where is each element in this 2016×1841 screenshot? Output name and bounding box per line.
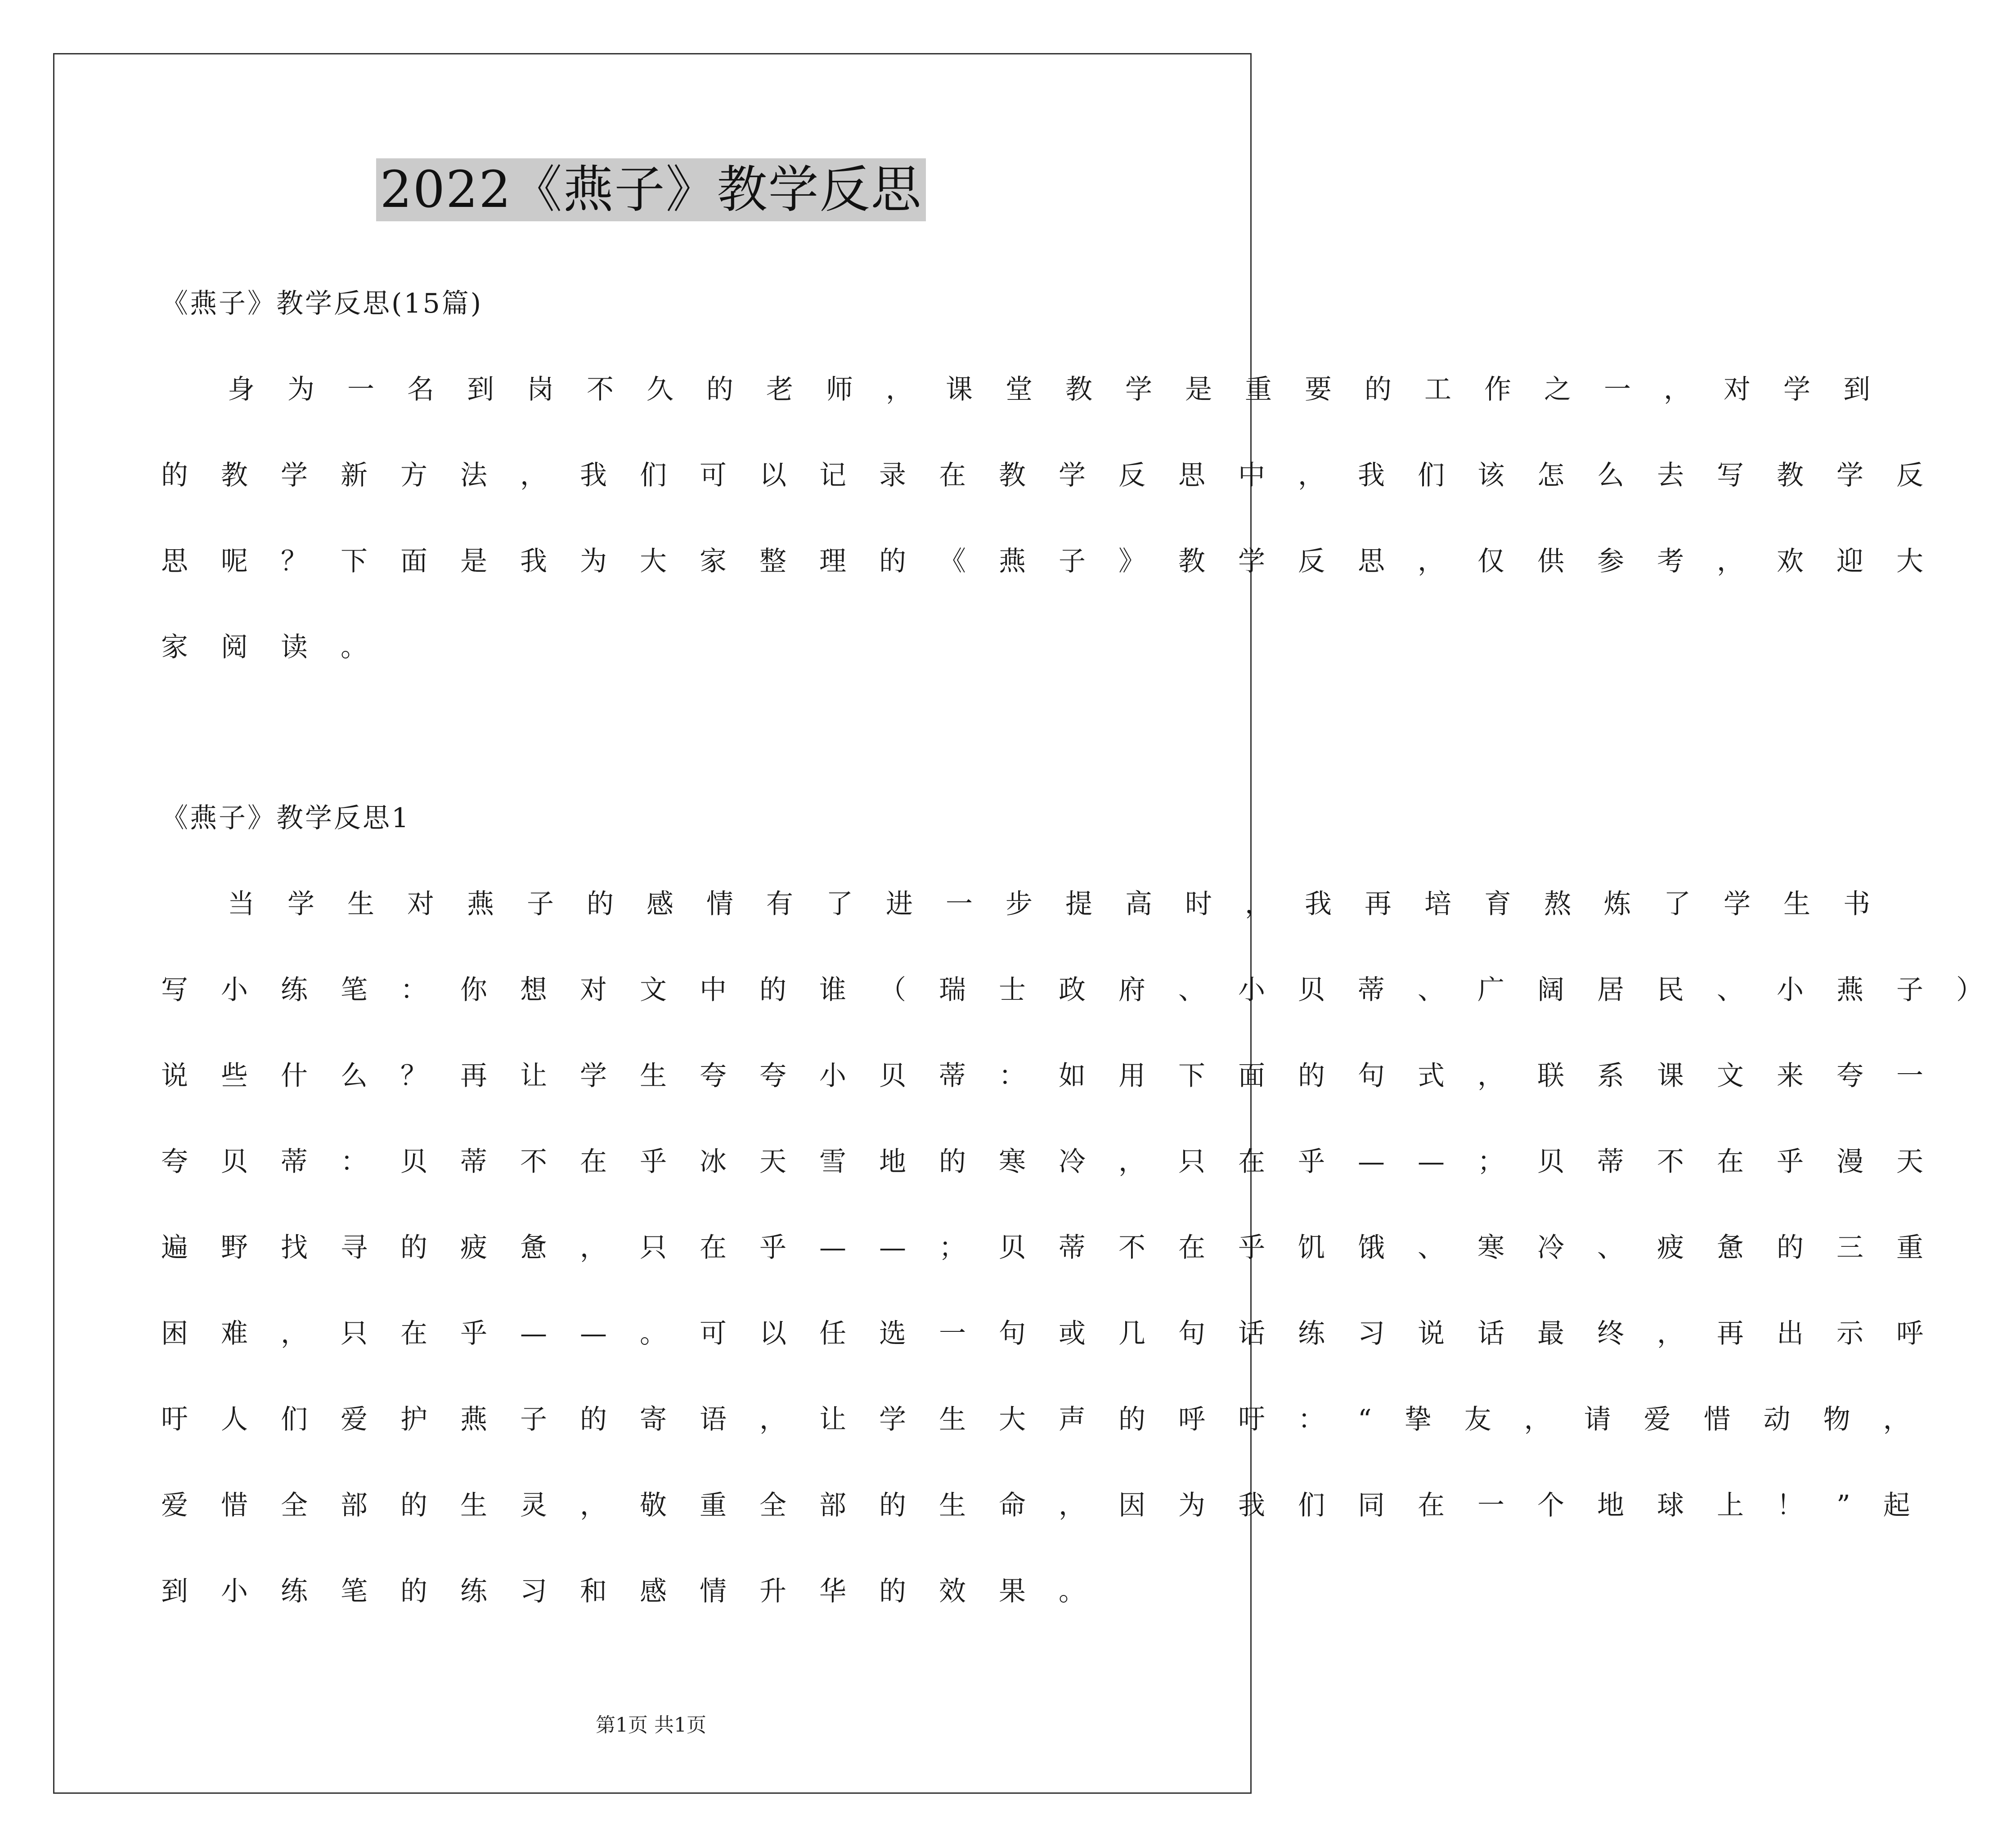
paragraph-line: 家阅读。 xyxy=(161,632,400,663)
paragraph-line: 夸贝蒂：贝蒂不在乎冰天雪地的寒冷，只在乎——；贝蒂不在乎漫天 xyxy=(161,1146,1956,1178)
paragraph-line: 遍野找寻的疲惫，只在乎——；贝蒂不在乎饥饿、寒冷、疲惫的三重 xyxy=(161,1232,1956,1263)
paragraph-line: 思呢？下面是我为大家整理的《燕子》教学反思，仅供参考，欢迎大 xyxy=(161,546,1956,577)
paragraph-line: 到小练笔的练习和感情升华的效果。 xyxy=(161,1576,1118,1607)
document-title: 2022《燕子》教学反思 xyxy=(376,158,925,221)
paragraph-line: 爱惜全部的生灵，敬重全部的生命，因为我们同在一个地球上！”起 xyxy=(161,1490,1943,1521)
document-subtitle: 《燕子》教学反思(15篇) xyxy=(161,288,483,319)
paragraph-line: 身为一名到岗不久的老师，课堂教学是重要的工作之一，对学到 xyxy=(228,374,1903,405)
paragraph-line: 当学生对燕子的感情有了进一步提高时，我再培育熬炼了学生书 xyxy=(228,888,1903,920)
paragraph-line: 写小练笔：你想对文中的谁（瑞士政府、小贝蒂、广阔居民、小燕子） xyxy=(161,974,2016,1006)
paragraph-line: 困难，只在乎——。可以任选一句或几句话练习说话最终，再出示呼 xyxy=(161,1318,1956,1349)
section-heading: 《燕子》教学反思1 xyxy=(161,802,411,834)
title-container xyxy=(0,158,1302,221)
paragraph-line: 的教学新方法，我们可以记录在教学反思中，我们该怎么去写教学反 xyxy=(161,460,1956,491)
page-footer: 第1页 共1页 xyxy=(596,1714,706,1737)
intro-paragraph xyxy=(161,347,1956,690)
section-paragraph xyxy=(161,861,2016,1635)
paragraph-line: 吁人们爱护燕子的寄语，让学生大声的呼吁：“挚友，请爱惜动物， xyxy=(161,1404,1943,1435)
paragraph-line: 说些什么？再让学生夸夸小贝蒂：如用下面的句式，联系课文来夸一 xyxy=(161,1060,1956,1092)
